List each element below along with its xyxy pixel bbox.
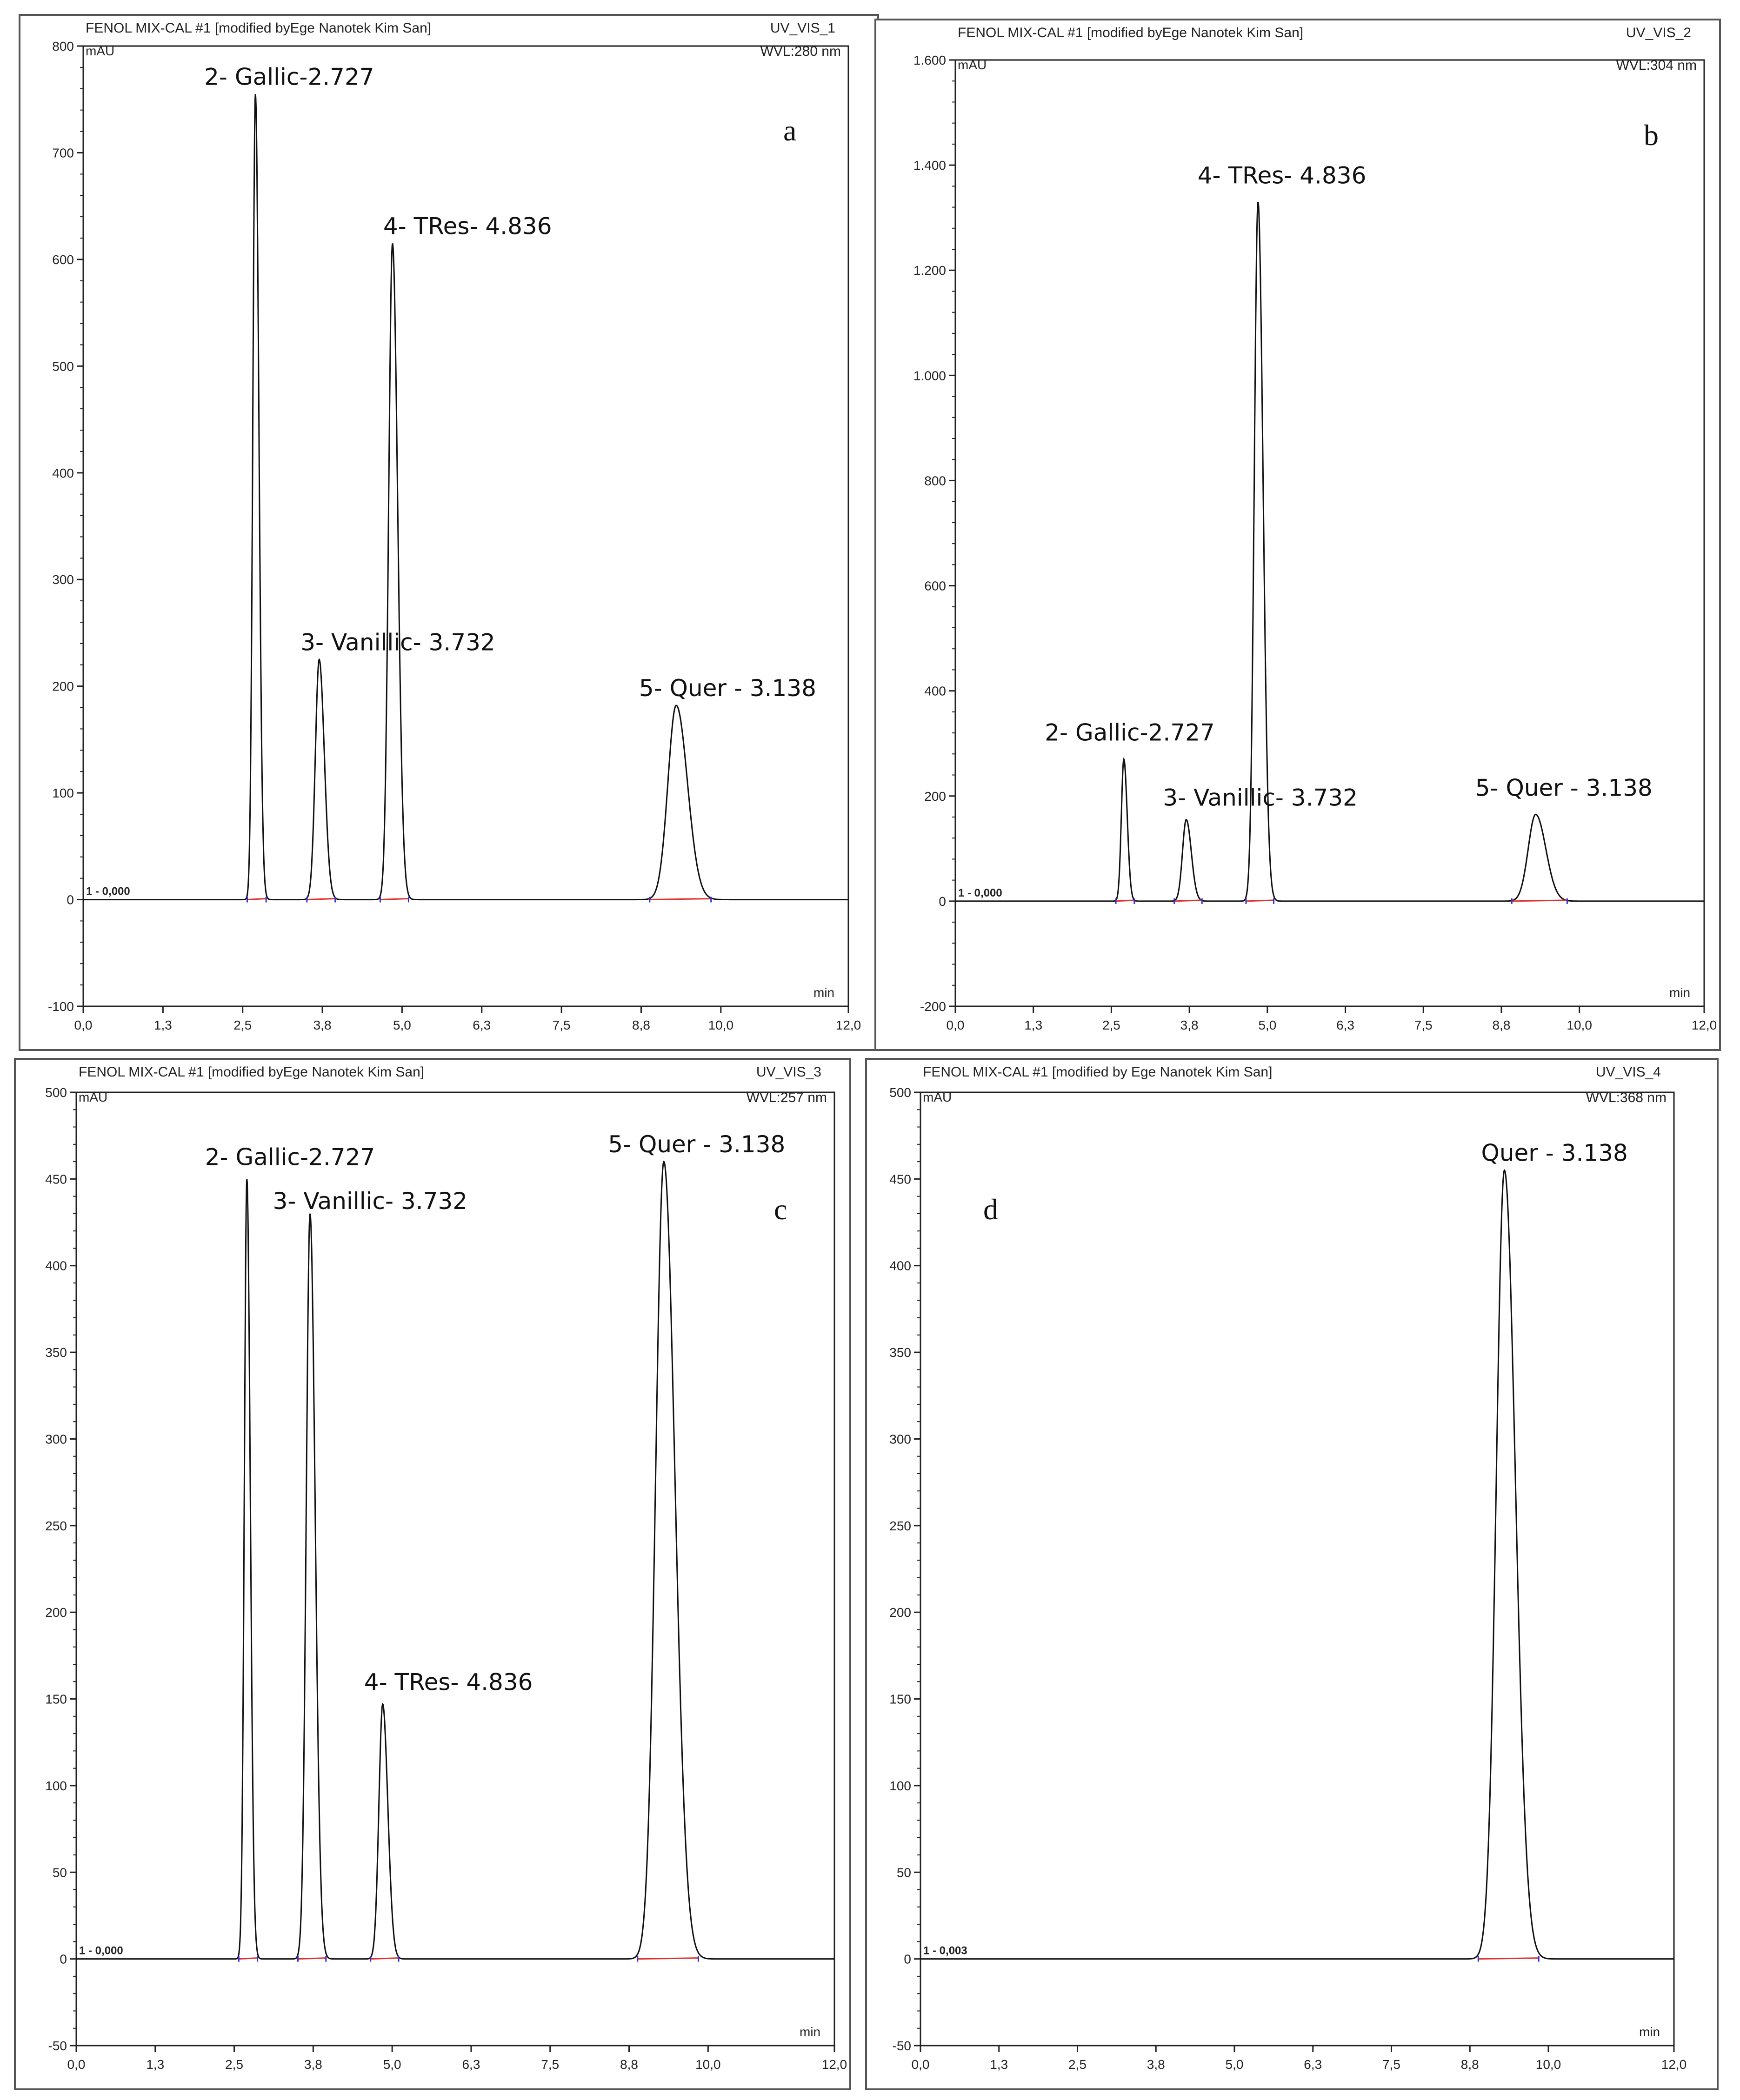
panel-letter: b: [1644, 119, 1659, 152]
plot-frame: [955, 60, 1704, 1006]
chromatogram-panel-d: [865, 1058, 1719, 2090]
x-tick-label: 6,3: [1336, 1018, 1355, 1032]
integration-baseline: [1246, 900, 1274, 901]
x-tick-label: 7,5: [541, 2057, 560, 2072]
x-tick-label: 8,8: [632, 1018, 650, 1032]
y-tick-label: 600: [924, 578, 946, 593]
peak-label: Quer - 3.138: [1481, 1139, 1628, 1167]
panel-letter: a: [783, 114, 797, 147]
x-tick-label: 2,5: [233, 1018, 252, 1032]
baseline-label: 1 - 0,000: [958, 886, 1002, 899]
channel-label: UV_VIS_2: [1626, 25, 1691, 40]
y-tick-label: 300: [52, 572, 74, 587]
x-tick-label: 2,5: [1068, 2057, 1087, 2072]
x-tick-label: 7,5: [1382, 2057, 1400, 2072]
chromatogram-panel-b: [874, 19, 1721, 1051]
x-tick-label: 0,0: [67, 2057, 86, 2072]
y-tick-label: 200: [52, 679, 74, 694]
panel-letter: c: [774, 1193, 787, 1226]
baseline-label: 1 - 0,003: [923, 1944, 967, 1957]
y-tick-label: 100: [52, 786, 74, 801]
y-tick-label: 0: [904, 1952, 911, 1967]
y-tick-label: 600: [52, 252, 74, 267]
peak-label: 4- TRes- 4.836: [1197, 162, 1367, 189]
x-tick-label: 12,0: [1691, 1018, 1717, 1032]
x-axis-unit: min: [1639, 2025, 1660, 2039]
peak-label: 2- Gallic-2.727: [1045, 719, 1215, 746]
y-tick-label: 150: [889, 1692, 911, 1707]
x-tick-label: 6,3: [462, 2057, 480, 2072]
y-tick-label: 500: [45, 1085, 67, 1100]
x-tick-label: 10,0: [695, 2057, 721, 2072]
panel-letter: d: [983, 1193, 998, 1226]
peak-label: 4- TRes- 4.836: [383, 213, 552, 240]
y-tick-label: 1.000: [913, 368, 946, 383]
x-tick-label: 3,8: [313, 1018, 332, 1032]
y-tick-label: 400: [889, 1258, 911, 1273]
chart-title: FENOL MIX-CAL #1 [modified byEge Nanotek Kim San]: [958, 25, 1304, 40]
integration-baseline: [650, 899, 711, 900]
y-tick-label: 50: [896, 1865, 911, 1880]
peak-label: 4- TRes- 4.836: [364, 1668, 533, 1696]
y-tick-label: -200: [920, 999, 946, 1014]
integration-baseline: [371, 1958, 399, 1959]
y-tick-label: 100: [45, 1778, 67, 1793]
x-tick-label: 3,8: [1180, 1018, 1199, 1032]
y-tick-label: 200: [45, 1605, 67, 1620]
y-axis-unit: mAU: [958, 58, 987, 72]
x-tick-label: 0,0: [74, 1018, 93, 1032]
peak-label: 5- Quer - 3.138: [1475, 774, 1653, 802]
y-tick-label: 1.200: [913, 263, 946, 278]
channel-label: UV_VIS_3: [756, 1064, 821, 1080]
chart-title: FENOL MIX-CAL #1 [modified by Ege Nanotek Kim San]: [923, 1064, 1273, 1080]
y-tick-label: 250: [889, 1518, 911, 1533]
wavelength-label: WVL:257 nm: [746, 1090, 827, 1105]
integration-baseline: [1512, 900, 1567, 901]
peak-label: 3- Vanillic- 3.732: [1163, 784, 1358, 811]
x-tick-label: 12,0: [821, 2057, 847, 2072]
y-tick-label: 450: [889, 1172, 911, 1187]
peak-label: 5- Quer - 3.138: [639, 674, 816, 702]
peak-label: 3- Vanillic- 3.732: [300, 629, 495, 656]
wavelength-label: WVL:280 nm: [760, 44, 841, 59]
integration-baseline: [1116, 900, 1134, 901]
y-tick-label: 300: [889, 1432, 911, 1447]
x-tick-label: 0,0: [911, 2057, 930, 2072]
x-tick-label: 10,0: [1535, 2057, 1561, 2072]
baseline-label: 1 - 0,000: [79, 1944, 123, 1957]
x-tick-label: 12,0: [835, 1018, 861, 1032]
plot-frame: [920, 1092, 1674, 2046]
plot-svg: [867, 1060, 1717, 2088]
x-tick-label: 8,8: [1492, 1018, 1511, 1032]
y-tick-label: 800: [52, 39, 74, 53]
integration-baseline: [307, 899, 335, 900]
x-tick-label: 3,8: [304, 2057, 322, 2072]
y-tick-label: 800: [924, 473, 946, 488]
plot-svg: [876, 20, 1719, 1049]
plot-frame: [83, 46, 848, 1006]
y-tick-label: 0: [67, 892, 74, 907]
x-tick-label: 6,3: [1304, 2057, 1322, 2072]
x-tick-label: 7,5: [552, 1018, 571, 1032]
x-tick-label: 5,0: [1225, 2057, 1244, 2072]
x-tick-label: 3,8: [1147, 2057, 1165, 2072]
x-tick-label: 8,8: [1460, 2057, 1479, 2072]
x-tick-label: 5,0: [393, 1018, 411, 1032]
y-tick-label: 50: [52, 1865, 67, 1880]
y-tick-label: 500: [889, 1085, 911, 1100]
x-tick-label: 8,8: [620, 2057, 639, 2072]
x-tick-label: 2,5: [1102, 1018, 1120, 1032]
x-tick-label: 6,3: [473, 1018, 491, 1032]
plot-svg: [16, 1060, 849, 2088]
x-axis-unit: min: [800, 2025, 821, 2039]
y-tick-label: 400: [45, 1258, 67, 1273]
integration-baseline: [380, 899, 409, 900]
plot-frame: [76, 1092, 834, 2046]
x-tick-label: 5,0: [383, 2057, 401, 2072]
peak-label: 5- Quer - 3.138: [608, 1131, 786, 1158]
x-tick-label: 12,0: [1661, 2057, 1687, 2072]
integration-baseline: [638, 1958, 699, 1959]
x-tick-label: 5,0: [1258, 1018, 1277, 1032]
peak-label: 2- Gallic-2.727: [204, 63, 374, 91]
x-tick-label: 2,5: [225, 2057, 244, 2072]
wavelength-label: WVL:368 nm: [1586, 1090, 1667, 1105]
y-tick-label: 100: [889, 1778, 911, 1793]
y-tick-label: 1.600: [913, 53, 946, 67]
y-tick-label: 350: [889, 1345, 911, 1360]
y-tick-label: -100: [47, 999, 74, 1014]
integration-baseline: [1174, 900, 1202, 901]
y-tick-label: 0: [60, 1952, 67, 1967]
x-tick-label: 1,3: [990, 2057, 1008, 2072]
peak-label: 2- Gallic-2.727: [205, 1143, 375, 1171]
channel-label: UV_VIS_4: [1595, 1064, 1661, 1080]
chromatogram-panel-c: [14, 1058, 851, 2090]
y-tick-label: 0: [939, 894, 946, 909]
x-axis-unit: min: [1669, 985, 1691, 1000]
integration-baseline: [239, 1958, 257, 1959]
chart-title: FENOL MIX-CAL #1 [modified byEge Nanotek Kim San]: [79, 1064, 425, 1080]
y-tick-label: -50: [892, 2039, 911, 2053]
y-tick-label: 450: [45, 1172, 67, 1187]
x-tick-label: 1,3: [153, 1018, 172, 1032]
y-axis-unit: mAU: [86, 44, 115, 58]
y-tick-label: 400: [924, 684, 946, 698]
x-tick-label: 7,5: [1414, 1018, 1433, 1032]
wavelength-label: WVL:304 nm: [1616, 58, 1697, 73]
y-tick-label: 250: [45, 1518, 67, 1533]
x-tick-label: 1,3: [1024, 1018, 1043, 1032]
integration-baseline: [1478, 1958, 1539, 1959]
chromatogram-panel-a: [19, 14, 879, 1051]
peak-label: 3- Vanillic- 3.732: [273, 1187, 468, 1215]
y-tick-label: 200: [889, 1605, 911, 1620]
y-tick-label: 500: [52, 359, 74, 374]
chromatogram-trace: [76, 1162, 834, 1959]
channel-label: UV_VIS_1: [770, 20, 835, 36]
chart-title: FENOL MIX-CAL #1 [modified byEge Nanotek Kim San]: [86, 20, 432, 36]
y-tick-label: 400: [52, 465, 74, 480]
plot-svg: [20, 16, 877, 1049]
x-tick-label: 1,3: [146, 2057, 165, 2072]
y-tick-label: 300: [45, 1432, 67, 1447]
y-tick-label: 700: [52, 146, 74, 160]
y-axis-unit: mAU: [923, 1090, 952, 1104]
x-tick-label: 0,0: [946, 1018, 965, 1032]
y-tick-label: 150: [45, 1692, 67, 1707]
y-tick-label: 350: [45, 1345, 67, 1360]
y-tick-label: 200: [924, 789, 946, 804]
x-axis-unit: min: [813, 985, 835, 1000]
integration-baseline: [247, 899, 267, 900]
y-axis-unit: mAU: [79, 1090, 108, 1104]
baseline-label: 1 - 0,000: [86, 885, 130, 898]
integration-baseline: [298, 1958, 326, 1959]
chromatogram-trace: [920, 1170, 1674, 1959]
y-tick-label: 1.400: [913, 158, 946, 173]
x-tick-label: 10,0: [708, 1018, 734, 1032]
y-tick-label: -50: [48, 2039, 67, 2053]
x-tick-label: 10,0: [1567, 1018, 1592, 1032]
